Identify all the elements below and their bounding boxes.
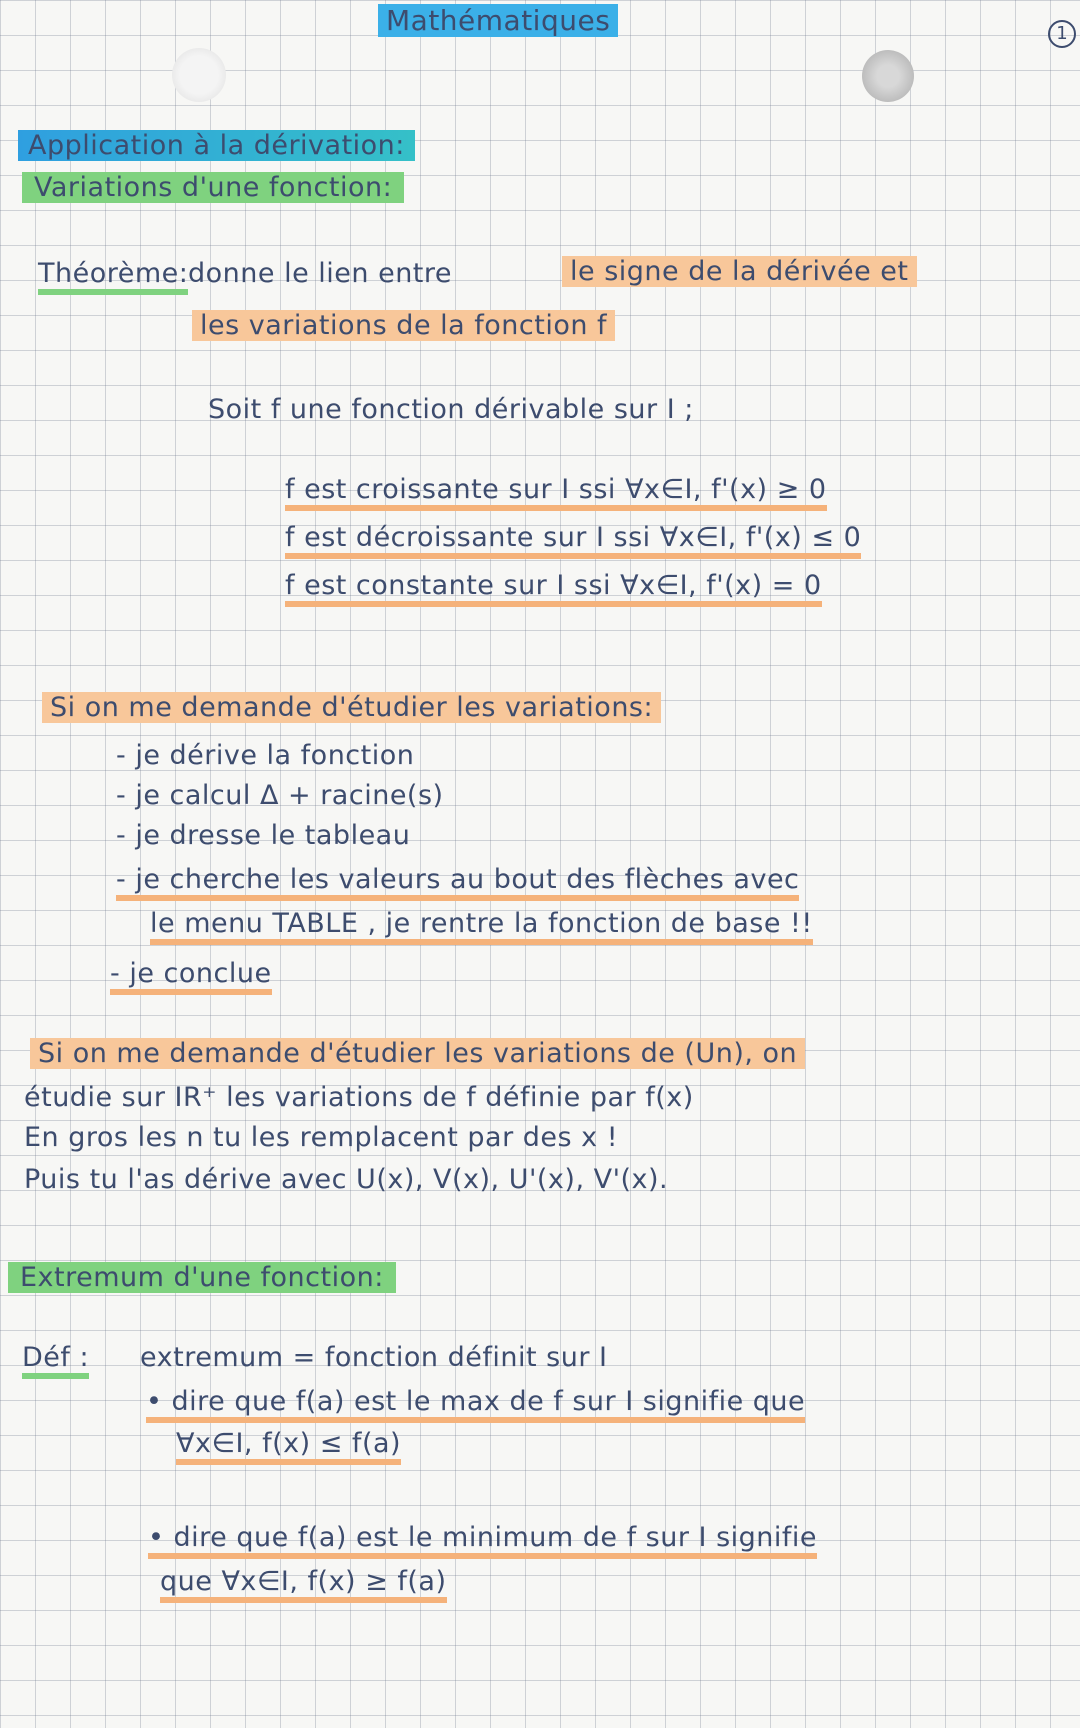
sequence-line: En gros les n tu les remplacent par des x ! (24, 1122, 619, 1153)
theorem-intro: Soit f une fonction dérivable sur I ; (208, 394, 694, 425)
section-title-extremum: Extremum d'une fonction: (8, 1262, 396, 1293)
definition-label: Déf : (22, 1342, 89, 1379)
punch-hole (172, 48, 226, 102)
method-step: le menu TABLE , je rentre la fonction de base !! (150, 908, 813, 945)
min-definition: • dire que f(a) est le minimum de f sur I signifie (148, 1522, 817, 1559)
method-step: - je dresse le tableau (116, 820, 411, 851)
method-step: - je dérive la fonction (116, 740, 415, 771)
sequence-line: étudie sur IR⁺ les variations de f définie par f(x) (24, 1082, 694, 1113)
definition-text: extremum = fonction définit sur I (140, 1342, 608, 1373)
theorem-text-highlight: le signe de la dérivée et (562, 256, 917, 287)
section-title-application: Application à la dérivation: (18, 130, 415, 161)
page-number: 1 (1048, 20, 1076, 48)
method-heading: Si on me demande d'étudier les variations: (42, 692, 661, 723)
rule-decreasing: f est décroissante sur I ssi ∀x∈I, f'(x) ≤ 0 (285, 522, 861, 559)
sequence-line: Si on me demande d'étudier les variations de (Un), on (30, 1038, 805, 1069)
max-definition: • dire que f(a) est le max de f sur I signifie que (146, 1386, 805, 1423)
rule-constant: f est constante sur I ssi ∀x∈I, f'(x) = 0 (285, 570, 822, 607)
theorem-label: Théorème: (38, 258, 188, 295)
max-definition: ∀x∈I, f(x) ≤ f(a) (176, 1428, 401, 1465)
theorem-text-line2: les variations de la fonction f (192, 310, 615, 341)
rule-increasing: f est croissante sur I ssi ∀x∈I, f'(x) ≥ 0 (285, 474, 827, 511)
sequence-line: Puis tu l'as dérive avec U(x), V(x), U'(x), V'(x). (24, 1164, 669, 1195)
page-title: Mathématiques (378, 4, 618, 37)
method-step: - je cherche les valeurs au bout des flèches avec (116, 864, 799, 901)
punch-hole (862, 50, 914, 102)
method-step: - je conclue (110, 958, 272, 995)
method-step: - je calcul Δ + racine(s) (116, 780, 444, 811)
min-definition: que ∀x∈I, f(x) ≥ f(a) (160, 1566, 447, 1603)
theorem-text-prefix: donne le lien entre (188, 258, 453, 289)
section-title-variations: Variations d'une fonction: (22, 172, 404, 203)
